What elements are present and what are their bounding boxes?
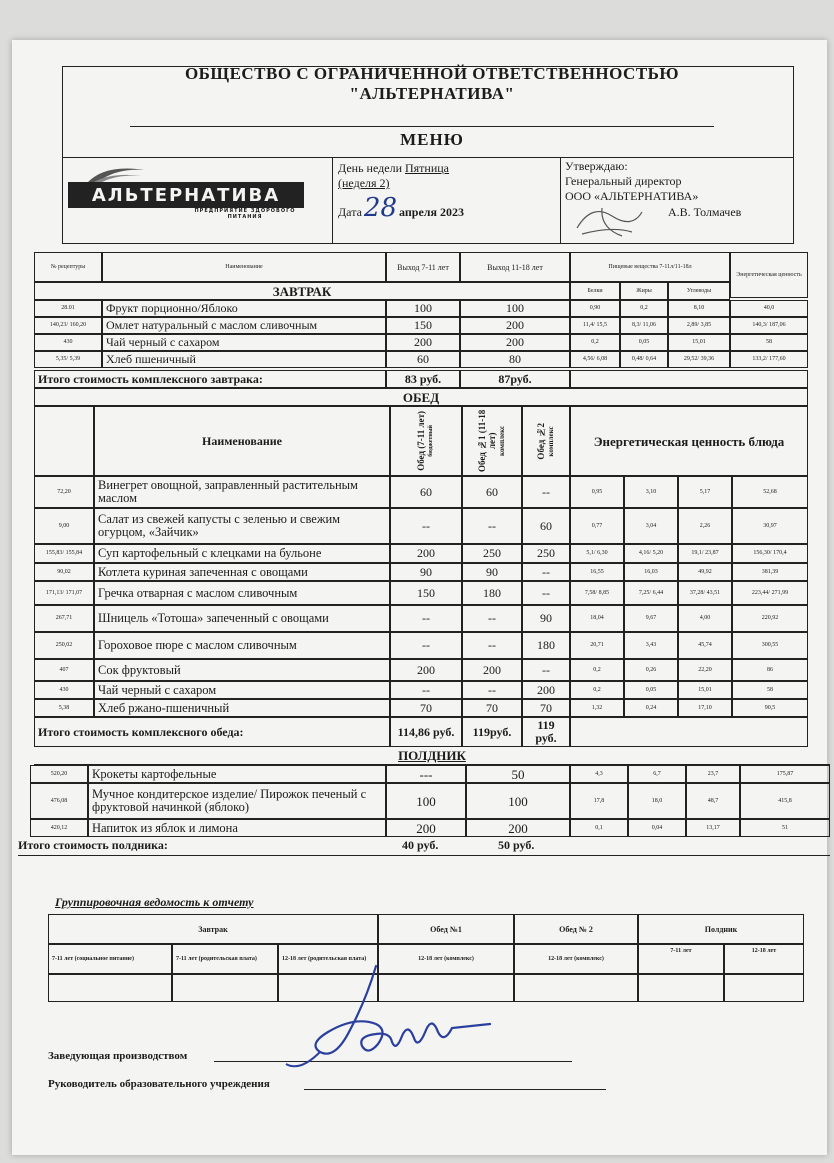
row-out-2: 60 <box>462 476 522 508</box>
snack-total-2: 50 руб. <box>498 838 535 852</box>
menu-title: МЕНЮ <box>400 130 464 149</box>
row-fat: 6,7 <box>628 765 686 783</box>
row-fat: 0,04 <box>628 819 686 837</box>
row-fat: 16,03 <box>624 563 678 581</box>
row-energy: 40,0 <box>730 300 808 317</box>
header-col-divider-1 <box>332 157 333 244</box>
rep-l2: 12-18 лет (комплекс) <box>514 944 638 974</box>
row-out-3: 60 <box>522 508 570 544</box>
logo-wordmark: АЛЬТЕРНАТИВА <box>68 182 304 208</box>
row-out-2: -- <box>462 681 522 699</box>
row-out-1: 100 <box>386 300 460 317</box>
row-out-3: -- <box>522 563 570 581</box>
report-title: Группировочная ведомость к отчету <box>55 895 254 909</box>
day-value: Пятница <box>404 161 450 175</box>
approval-name: А.В. Толмачев <box>668 205 742 219</box>
lh-o2 <box>462 406 522 476</box>
bh-fat: Жиры <box>620 282 668 300</box>
lh-o1 <box>390 406 462 476</box>
row-protein: 0,2 <box>570 334 620 351</box>
breakfast-total-blank <box>570 370 808 388</box>
row-out-1: -- <box>390 681 462 699</box>
director-signature-icon <box>572 198 662 242</box>
row-energy: 51 <box>740 819 830 837</box>
row-recipe-num: 9,00 <box>34 508 94 544</box>
row-out-1: 200 <box>390 544 462 563</box>
row-energy: 30,97 <box>732 508 808 544</box>
row-recipe-num: 72,20 <box>34 476 94 508</box>
row-out-1: 150 <box>386 317 460 334</box>
bh-protein: Белки <box>570 282 620 300</box>
row-recipe-num: 430 <box>34 681 94 699</box>
org-line-1: ОБЩЕСТВО С ОГРАНИЧЕННОЙ ОТВЕТСТВЕННОСТЬЮ <box>184 64 680 83</box>
row-out-3: 90 <box>522 605 570 632</box>
rep-val-b1 <box>48 974 172 1002</box>
row-out-1: 100 <box>386 783 466 819</box>
approval-line-2: Генеральный директор <box>565 174 682 188</box>
row-carbs: 2,26 <box>678 508 732 544</box>
org-line-2: "АЛЬТЕРНАТИВА" <box>349 84 515 103</box>
row-dish-name: Гороховое пюре с маслом сливочным <box>94 632 390 659</box>
header-divider <box>130 126 714 127</box>
row-protein: 0,95 <box>570 476 624 508</box>
row-dish-name: Чай черный с сахаром <box>94 681 390 699</box>
row-recipe-num: 520,20 <box>30 765 88 783</box>
lh-o3 <box>522 406 570 476</box>
row-dish-name: Напиток из яблок и лимона <box>88 819 386 837</box>
school-head-label: Руководитель образовательного учреждения <box>48 1078 270 1090</box>
row-energy: 86 <box>732 659 808 681</box>
row-out-2: -- <box>462 605 522 632</box>
row-fat: 3,10 <box>624 476 678 508</box>
row-out-2: 80 <box>460 351 570 368</box>
row-carbs: 48,7 <box>686 783 740 819</box>
row-dish-name: Хлеб ржано-пшеничный <box>94 699 390 717</box>
row-recipe-num: 476,08 <box>30 783 88 819</box>
bh-out2: Выход 11-18 лет <box>460 252 570 282</box>
row-protein: 5,1/ 6,30 <box>570 544 624 563</box>
organization-name <box>70 64 794 104</box>
row-carbs: 2,89/ 3,85 <box>668 317 730 334</box>
lunch-total-label: Итого стоимость комплексного обеда: <box>34 717 390 747</box>
lunch-total-2: 119руб. <box>462 717 522 747</box>
row-protein: 4,3 <box>570 765 628 783</box>
row-out-1: -- <box>390 632 462 659</box>
lunch-total-3: 119 руб. <box>522 717 570 747</box>
row-protein: 0,1 <box>570 819 628 837</box>
school-head-line <box>304 1089 606 1090</box>
approval-line-3: ООО «АЛЬТЕРНАТИВА» <box>565 189 699 203</box>
rep-val-l2 <box>514 974 638 1002</box>
snack-section-title <box>34 747 830 765</box>
row-fat: 7,25/ 6,44 <box>624 581 678 605</box>
row-energy: 58 <box>730 334 808 351</box>
row-out-1: 200 <box>386 819 466 837</box>
row-fat: 0,05 <box>624 681 678 699</box>
rep-val-b2 <box>172 974 278 1002</box>
lh-o2-label: Обед №1 (11-18 лет) <box>477 409 497 473</box>
row-out-2: 100 <box>460 300 570 317</box>
row-out-1: 60 <box>386 351 460 368</box>
row-carbs: 13,17 <box>686 819 740 837</box>
row-protein: 4,56/ 6,08 <box>570 351 620 368</box>
row-fat: 0,26 <box>624 659 678 681</box>
header-col-divider-2 <box>560 157 561 244</box>
row-recipe-num: 155,83/ 155,84 <box>34 544 94 563</box>
row-protein: 18,04 <box>570 605 624 632</box>
row-protein: 0,2 <box>570 659 624 681</box>
row-dish-name: Салат из свежей капусты с зеленью и свежим огурцом, «Зайчик» <box>94 508 390 544</box>
rep-lunch1: Обед №1 <box>378 914 514 944</box>
row-energy: 156,30/ 170,4 <box>732 544 808 563</box>
lh-name: Наименование <box>94 406 390 476</box>
row-fat: 3,04 <box>624 508 678 544</box>
bh-num: № рецептуры <box>34 252 102 282</box>
row-out-1: -- <box>390 508 462 544</box>
row-carbs: 45,74 <box>678 632 732 659</box>
rep-b1: 7-11 лет (социальное питание) <box>48 944 172 974</box>
row-energy: 58 <box>732 681 808 699</box>
rep-val-s2 <box>724 974 804 1002</box>
row-recipe-num: 5,38 <box>34 699 94 717</box>
header-rule <box>62 157 794 158</box>
row-dish-name: Суп картофельный с клецками на бульоне <box>94 544 390 563</box>
row-protein: 0,2 <box>570 681 624 699</box>
row-dish-name: Омлет натуральный с маслом сливочным <box>102 317 386 334</box>
row-out-1: 60 <box>390 476 462 508</box>
row-out-3: 200 <box>522 681 570 699</box>
rep-s1: 7-11 лет <box>638 944 724 974</box>
breakfast-total-1: 83 руб. <box>386 370 460 388</box>
row-recipe-num: 140,23/ 160,20 <box>34 317 102 334</box>
row-carbs: 23,7 <box>686 765 740 783</box>
row-fat: 0,24 <box>624 699 678 717</box>
approval-line-1: Утверждаю: <box>565 159 628 173</box>
row-recipe-num: 90,02 <box>34 563 94 581</box>
row-carbs: 29,52/ 39,36 <box>668 351 730 368</box>
row-recipe-num: 430 <box>34 334 102 351</box>
row-out-2: -- <box>462 632 522 659</box>
row-protein: 16,55 <box>570 563 624 581</box>
lunch-total-blank <box>570 717 808 747</box>
row-carbs: 5,17 <box>678 476 732 508</box>
lh-energy: Энергетическая ценность блюда <box>570 406 808 476</box>
row-carbs: 4,00 <box>678 605 732 632</box>
row-out-2: 50 <box>466 765 570 783</box>
row-dish-name: Мучное кондитерское изделие/ Пирожок печеный с фруктовой начинкой (яблоко) <box>88 783 386 819</box>
row-out-2: 100 <box>466 783 570 819</box>
date-month-year: апреля 2023 <box>399 205 464 219</box>
row-protein: 0,90 <box>570 300 620 317</box>
row-carbs: 8,10 <box>668 300 730 317</box>
lunch-total-1: 114,86 руб. <box>390 717 462 747</box>
row-out-2: 200 <box>460 317 570 334</box>
rep-snack: Полдник <box>638 914 804 944</box>
row-recipe-num: 420,12 <box>30 819 88 837</box>
row-fat: 8,3/ 11,06 <box>620 317 668 334</box>
row-out-2: 200 <box>466 819 570 837</box>
row-dish-name: Сок фруктовый <box>94 659 390 681</box>
logo-subtitle: ПРЕДПРИЯТИЕ ЗДОРОВОГО ПИТАНИЯ <box>194 208 296 220</box>
snack-section-label: ПОЛДНИК <box>398 748 466 763</box>
row-out-2: 90 <box>462 563 522 581</box>
row-fat: 0,48/ 0,64 <box>620 351 668 368</box>
rep-s2: 12-18 лет <box>724 944 804 974</box>
row-dish-name: Винегрет овощной, заправленный растительным маслом <box>94 476 390 508</box>
day-label: День недели <box>338 161 402 175</box>
snack-total-label: Итого стоимость полдника: <box>18 838 168 852</box>
row-carbs: 37,28/ 43,51 <box>678 581 732 605</box>
row-carbs: 19,1/ 23,87 <box>678 544 732 563</box>
row-out-1: --- <box>386 765 466 783</box>
row-fat: 0,2 <box>620 300 668 317</box>
row-out-2: 200 <box>460 334 570 351</box>
row-protein: 20,71 <box>570 632 624 659</box>
production-signature-icon <box>280 960 500 1080</box>
snack-total-rule <box>18 855 830 856</box>
lh-o2-sub: комплекс <box>498 425 506 457</box>
row-out-2: -- <box>462 508 522 544</box>
row-carbs: 17,10 <box>678 699 732 717</box>
row-energy: 415,8 <box>740 783 830 819</box>
row-out-3: -- <box>522 476 570 508</box>
row-energy: 140,3/ 187,06 <box>730 317 808 334</box>
row-dish-name: Крокеты картофельные <box>88 765 386 783</box>
lh-o1-label: Обед (7-11 лет) <box>416 411 426 471</box>
snack-total-1: 40 руб. <box>402 838 439 852</box>
row-dish-name: Чай черный с сахаром <box>102 334 386 351</box>
row-protein: 0,77 <box>570 508 624 544</box>
lh-o1-sub: бюджетный <box>428 425 434 457</box>
lunch-section-title: ОБЕД <box>34 388 808 406</box>
week-label: (неделя 2) <box>338 176 390 190</box>
bh-energy: Энергетическая ценность <box>730 252 808 298</box>
bh-carbs: Углеводы <box>668 282 730 300</box>
bh-nutrients: Пищевые вещества 7-11л/11-18л <box>570 252 730 282</box>
row-fat: 3,43 <box>624 632 678 659</box>
lh-o3-sub: комплекс <box>547 425 555 457</box>
rep-b2: 7-11 лет (родительская плата) <box>172 944 278 974</box>
row-out-2: 250 <box>462 544 522 563</box>
row-dish-name: Фрукт порционно/Яблоко <box>102 300 386 317</box>
lh-num <box>34 406 94 476</box>
rep-l1: 12-18 лет (комплекс) <box>378 944 514 974</box>
head-production-label: Заведующая производством <box>48 1050 188 1062</box>
row-energy: 133,2/ 177,60 <box>730 351 808 368</box>
rep-lunch2: Обед № 2 <box>514 914 638 944</box>
row-recipe-num: 28.01 <box>34 300 102 317</box>
row-dish-name: Шницель «Тотоша» запеченный с овощами <box>94 605 390 632</box>
row-fat: 0,05 <box>620 334 668 351</box>
row-recipe-num: 250,02 <box>34 632 94 659</box>
row-recipe-num: 267,71 <box>34 605 94 632</box>
bh-out1: Выход 7-11 лет <box>386 252 460 282</box>
row-energy: 381,39 <box>732 563 808 581</box>
row-energy: 175,87 <box>740 765 830 783</box>
day-block <box>338 161 449 191</box>
row-out-1: 70 <box>390 699 462 717</box>
row-fat: 9,67 <box>624 605 678 632</box>
bh-name: Наименование <box>102 252 386 282</box>
row-recipe-num: 5,35/ 5,39 <box>34 351 102 368</box>
row-protein: 11,4/ 15,5 <box>570 317 620 334</box>
row-out-1: -- <box>390 605 462 632</box>
row-protein: 1,32 <box>570 699 624 717</box>
row-dish-name: Гречка отварная с маслом сливочным <box>94 581 390 605</box>
breakfast-section-title: ЗАВТРАК <box>34 282 570 300</box>
row-out-1: 90 <box>390 563 462 581</box>
row-carbs: 15,01 <box>678 681 732 699</box>
row-recipe-num: 407 <box>34 659 94 681</box>
row-out-2: 180 <box>462 581 522 605</box>
rep-val-s1 <box>638 974 724 1002</box>
row-energy: 220,92 <box>732 605 808 632</box>
date-day-handwritten: 28 <box>363 193 398 223</box>
breakfast-total-2: 87руб. <box>460 370 570 388</box>
row-out-1: 150 <box>390 581 462 605</box>
row-carbs: 49,92 <box>678 563 732 581</box>
row-energy: 52,68 <box>732 476 808 508</box>
lh-o3-label: Обед №2 <box>536 422 546 460</box>
row-out-3: -- <box>522 581 570 605</box>
row-recipe-num: 171,13/ 171,07 <box>34 581 94 605</box>
row-fat: 4,16/ 5,20 <box>624 544 678 563</box>
row-out-3: 180 <box>522 632 570 659</box>
row-out-1: 200 <box>386 334 460 351</box>
row-dish-name: Котлета куриная запеченная с овощами <box>94 563 390 581</box>
rep-breakfast: Завтрак <box>48 914 378 944</box>
row-carbs: 22,20 <box>678 659 732 681</box>
row-out-1: 200 <box>390 659 462 681</box>
row-out-2: 200 <box>462 659 522 681</box>
row-fat: 18,0 <box>628 783 686 819</box>
breakfast-total-label: Итого стоимость комплексного завтрака: <box>34 370 386 388</box>
row-energy: 223,44/ 271,99 <box>732 581 808 605</box>
row-carbs: 15,01 <box>668 334 730 351</box>
row-out-3: -- <box>522 659 570 681</box>
row-out-3: 70 <box>522 699 570 717</box>
row-dish-name: Хлеб пшеничный <box>102 351 386 368</box>
row-energy: 300,55 <box>732 632 808 659</box>
logo-emblem-icon <box>86 162 146 184</box>
rep-b3: 12-18 лет (родительская плата) <box>278 944 378 974</box>
row-out-3: 250 <box>522 544 570 563</box>
row-protein: 7,58/ 8,85 <box>570 581 624 605</box>
row-out-2: 70 <box>462 699 522 717</box>
row-protein: 17,8 <box>570 783 628 819</box>
date-label: Дата <box>338 205 362 219</box>
row-energy: 90,5 <box>732 699 808 717</box>
date-block <box>338 193 464 223</box>
